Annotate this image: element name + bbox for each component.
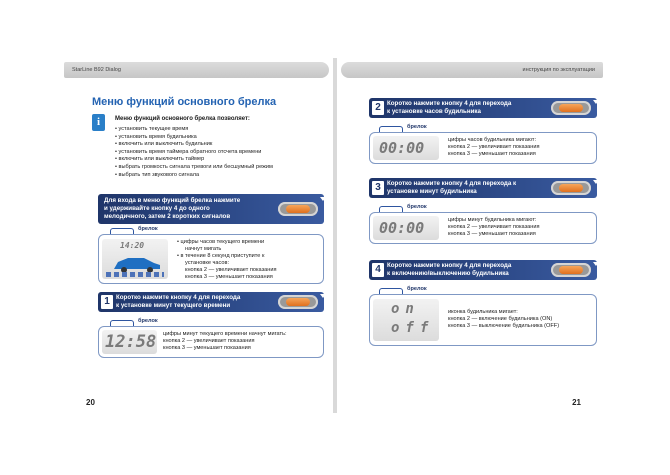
- panel2-text: [163, 331, 287, 352]
- keyfob-button-icon: [278, 202, 318, 216]
- lcd-display: [102, 330, 157, 354]
- right-header: инструкция по эксплуатации: [341, 62, 603, 78]
- text-line: кнопка 2 — увеличивает показания: [163, 338, 255, 344]
- fob-panel-5: [369, 294, 597, 346]
- text-line: кнопка 2 — увеличивает показания: [185, 267, 277, 273]
- step-4-bar: [369, 260, 597, 280]
- text-line: цифры минут текущего времени начнут мигать:: [163, 331, 287, 337]
- step-number: 2: [372, 101, 384, 115]
- step-line-2: установке минут будильника: [387, 188, 477, 195]
- fob-panel-3: [369, 132, 597, 164]
- fob-label: брелок: [138, 226, 158, 232]
- panel3-text: [448, 137, 540, 158]
- lcd-time: 12:58: [105, 332, 157, 352]
- panel5-text: [448, 309, 559, 330]
- page-number: 21: [572, 398, 581, 407]
- text-line: цифры минут будильника мигают:: [448, 217, 537, 223]
- arrow-down-icon: [320, 197, 326, 201]
- lcd-time: 14:20: [120, 241, 145, 250]
- step-line-1: Коротко нажмите кнопку 4 для перехода: [387, 262, 512, 269]
- text-line: кнопка 2 — увеличивает показания: [448, 224, 540, 230]
- info-icon: i: [92, 114, 105, 131]
- arrow-down-icon: [593, 180, 599, 184]
- text-line: кнопка 2 — увеличивает показания: [448, 144, 540, 150]
- lcd-time: 00:00: [379, 139, 425, 157]
- step-line-2: к установке минут текущего времени: [116, 302, 231, 309]
- text-line: кнопка 3 — уменьшает показания: [163, 345, 251, 351]
- arrow-down-icon: [593, 262, 599, 266]
- fob-label: брелок: [407, 124, 427, 130]
- text-line: кнопка 3 — уменьшает показания: [448, 151, 536, 157]
- intro-text: Меню функций основного брелка позволяет:: [115, 116, 250, 122]
- list-item: • включить или выключить будильник: [115, 141, 273, 149]
- panel4-text: [448, 217, 540, 238]
- list-item: • выбрать тип звукового сигнала: [115, 172, 273, 180]
- feature-list: [115, 126, 273, 179]
- right-page: [337, 58, 607, 413]
- fob-label: брелок: [138, 318, 158, 324]
- panel1-text: [177, 239, 277, 281]
- page-title: Меню функций основного брелка: [92, 96, 277, 108]
- keyfob-button-icon: [551, 101, 591, 115]
- text-line: • в течение 8 секунд приступите к: [177, 253, 265, 259]
- lcd-display: [373, 136, 439, 160]
- list-item: • установить время таймера обратного отсчета времени: [115, 149, 273, 157]
- keyfob-button-icon: [551, 181, 591, 195]
- list-item: • установить время будильника: [115, 134, 273, 142]
- step-number: 1: [101, 295, 113, 309]
- step-line-1: Коротко нажмите кнопку 4 для перехода к: [387, 180, 517, 187]
- text-line: установке часов:: [185, 260, 230, 266]
- left-page: [60, 58, 333, 413]
- arrow-down-icon: [320, 294, 326, 298]
- lcd-display: [102, 239, 168, 279]
- step-line-2: к установке часов будильника: [387, 108, 481, 115]
- keyfob-button-icon: [551, 263, 591, 277]
- fob-label: брелок: [407, 204, 427, 210]
- text-line: • цифры часов текущего времени: [177, 239, 265, 245]
- lcd-status-icons: [106, 272, 164, 277]
- left-header: StarLine B92 Dialog: [64, 62, 329, 78]
- step-line-1: Коротко нажмите кнопку 4 для перехода: [387, 100, 512, 107]
- step-3-bar: [369, 178, 597, 198]
- enter-line-2: и удерживайте кнопку 4 до одного: [104, 205, 210, 212]
- lcd-display: [373, 216, 439, 240]
- fob-panel-4: [369, 212, 597, 244]
- enter-line-1: Для входа в меню функций брелка нажмите: [104, 197, 241, 204]
- keyfob-button-icon: [278, 295, 318, 309]
- text-line: цифры часов будильника мигают:: [448, 137, 537, 143]
- list-item: • выбрать громкость сигнала тревоги или бесшумный режим: [115, 164, 273, 172]
- step-number: 3: [372, 181, 384, 195]
- step-2-bar: [369, 98, 597, 118]
- list-item: • включить или выключить таймер: [115, 156, 273, 164]
- text-line: кнопка 2 — включение будильника (ON): [448, 316, 553, 322]
- enter-line-3: мелодичного, затем 2 коротких сигналов: [104, 213, 231, 220]
- page-number: 20: [86, 398, 95, 407]
- text-line: кнопка 3 — уменьшает показания: [448, 231, 536, 237]
- text-line: начнут мигать: [185, 246, 222, 252]
- fob-label: брелок: [407, 286, 427, 292]
- step-line-1: Коротко нажмите кнопку 4 для перехода: [116, 294, 241, 301]
- enter-menu-bar: [98, 194, 324, 224]
- car-icon: [110, 253, 162, 273]
- lcd-alarm-off: off: [391, 320, 435, 336]
- step-number: 4: [372, 263, 384, 277]
- text-line: кнопка 3 — выключение будильника (OFF): [448, 323, 560, 329]
- lcd-display: [373, 299, 439, 341]
- fob-panel-1: [98, 234, 324, 284]
- lcd-alarm-on: on: [391, 301, 420, 317]
- manual-spread: [60, 58, 607, 413]
- arrow-down-icon: [593, 100, 599, 104]
- step-1-bar: [98, 292, 324, 312]
- text-line: иконка будильника мигает:: [448, 309, 518, 315]
- lcd-time: 00:00: [379, 219, 425, 237]
- text-line: кнопка 3 — уменьшает показания: [185, 274, 273, 280]
- step-line-2: к включению/выключению будильника: [387, 270, 509, 277]
- list-item: • установить текущее время: [115, 126, 273, 134]
- fob-panel-2: [98, 326, 324, 358]
